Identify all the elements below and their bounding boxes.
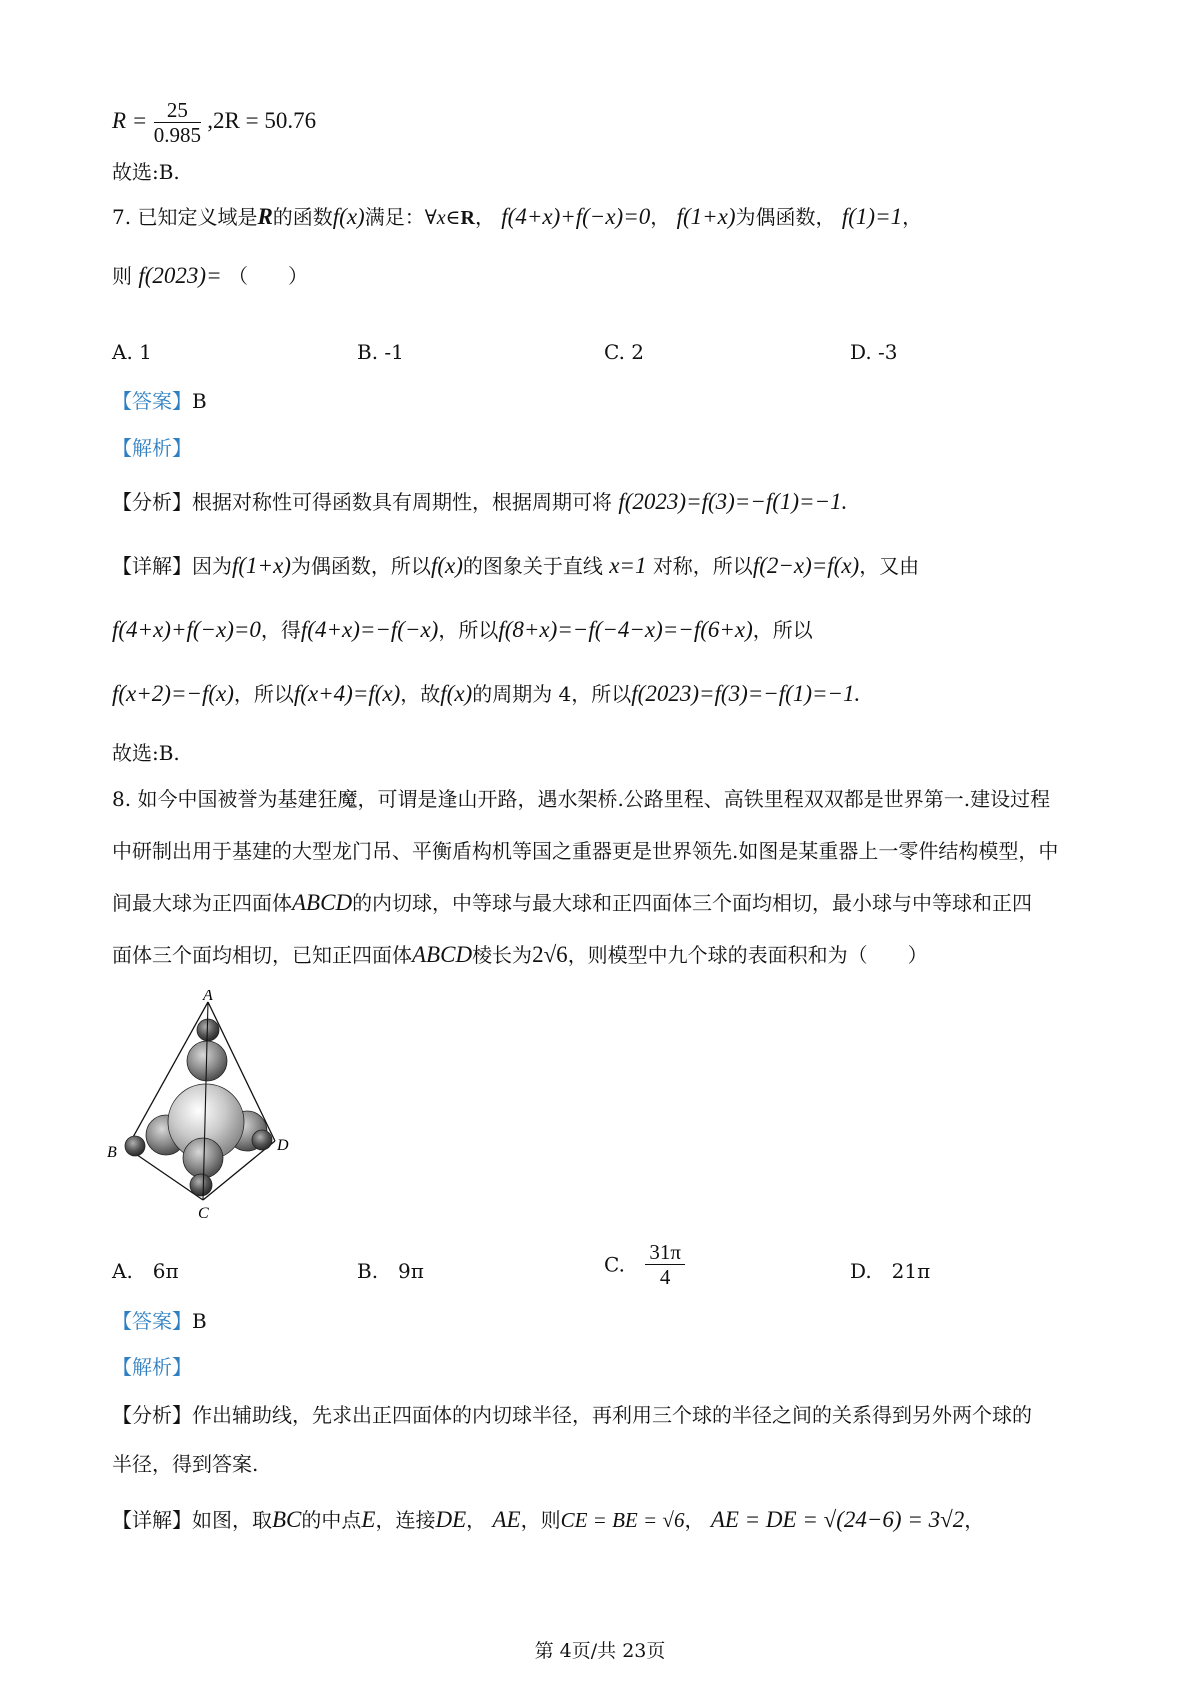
q8-analysis-tag: 【解析】 bbox=[112, 1355, 192, 1379]
fraction-denominator: 0.985 bbox=[153, 123, 201, 147]
label-D: D bbox=[277, 1137, 289, 1154]
q8-option-a: A. 6π bbox=[112, 1259, 179, 1283]
detail-math: CE = BE = √6 bbox=[560, 1508, 685, 1532]
q8-math: ABCD bbox=[412, 942, 473, 967]
detail-text: ，得 bbox=[260, 618, 301, 642]
fenxi-tag: 【分析】 bbox=[112, 490, 192, 514]
answer-tag: 【答案】 bbox=[112, 389, 192, 413]
fenxi-text: 作出辅助线，先求出正四面体的内切球半径，再利用三个球的半径之间的关系得到另外两个球的 bbox=[192, 1403, 1032, 1427]
q7-choose: 故选:B. bbox=[112, 741, 180, 765]
q8-fenxi-line1 bbox=[112, 1401, 1032, 1429]
q7-domain-R: R bbox=[257, 204, 273, 229]
detail-math: f(x+4)=f(x) bbox=[293, 681, 401, 706]
detail-text: ，所以 bbox=[752, 618, 813, 642]
tetrahedron-figure bbox=[105, 990, 325, 1220]
q7-text: 的函数 bbox=[272, 205, 333, 229]
q7-math: f(1)=1 bbox=[841, 204, 903, 229]
prev-choose: 故选:B. bbox=[112, 160, 180, 184]
detail-math: f(2−x)=f(x) bbox=[752, 553, 860, 578]
fenxi-tag: 【分析】 bbox=[112, 1403, 192, 1427]
q7-option-c: C. 2 bbox=[604, 340, 645, 364]
answer-value: B bbox=[192, 1309, 207, 1333]
q7-answer bbox=[112, 387, 207, 415]
option-c-fraction bbox=[645, 1240, 685, 1289]
detail-text: 对称，所以 bbox=[652, 554, 753, 578]
q7-math: R bbox=[460, 207, 475, 229]
detail-text: 的图象关于直线 bbox=[462, 554, 603, 578]
q7-text: 则 bbox=[112, 264, 132, 288]
q7-option-b: B. -1 bbox=[357, 340, 404, 364]
formula-rhs: ,2R = 50.76 bbox=[207, 108, 317, 133]
detail-math: f(x+2)=−f(x) bbox=[112, 681, 234, 706]
label-C: C bbox=[198, 1205, 209, 1220]
q7-line1 bbox=[112, 203, 922, 232]
label-A: A bbox=[203, 990, 213, 1004]
q7-text: 为偶函数， bbox=[735, 205, 836, 229]
q8-detail bbox=[112, 1506, 984, 1534]
detail-math: f(4+x)=−f(−x) bbox=[300, 617, 439, 642]
detail-text: 因为 bbox=[192, 554, 232, 578]
q8-option-d: D. 21π bbox=[850, 1259, 931, 1283]
q8-line1: 8. 如今中国被誉为基建狂魔，可谓是逢山开路，遇水架桥.公路里程、高铁里程双双都是世界第一.建设过程 bbox=[112, 787, 1051, 811]
small-sphere-right bbox=[252, 1130, 272, 1150]
answer-tag: 【答案】 bbox=[112, 1309, 192, 1333]
q7-text: 满足： bbox=[364, 205, 425, 229]
q7-fenxi bbox=[112, 488, 847, 516]
q7-detail-line3 bbox=[112, 680, 860, 708]
detail-math: x=1 bbox=[609, 553, 647, 578]
option-c-denominator: 4 bbox=[659, 1265, 671, 1289]
q8-fenxi-line2: 半径，得到答案. bbox=[112, 1452, 259, 1476]
detail-text: ， bbox=[466, 1508, 487, 1532]
q8-text: 面体三个面均相切，已知正四面体 bbox=[112, 943, 412, 967]
q7-detail-line2 bbox=[112, 616, 813, 644]
q8-option-c bbox=[604, 1240, 685, 1289]
detail-math: AE = DE = √(24−6) = 3√2 bbox=[710, 1507, 965, 1532]
detail-math: BC bbox=[272, 1507, 302, 1532]
q7-analysis-tag: 【解析】 bbox=[112, 436, 192, 460]
detail-math: f(x) bbox=[440, 681, 473, 706]
detail-math: f(x) bbox=[430, 553, 463, 578]
top-formula bbox=[112, 98, 316, 147]
detail-text: ，连接 bbox=[375, 1508, 436, 1532]
detail-math: f(1+x) bbox=[232, 553, 291, 578]
detail-text: ，所以 bbox=[233, 682, 294, 706]
q7-text: 7. 已知定义域是 bbox=[112, 205, 258, 229]
mid-sphere-bottom bbox=[183, 1138, 223, 1178]
detail-math: f(4+x)+f(−x)=0 bbox=[112, 617, 261, 642]
q7-math: f(x) bbox=[332, 204, 365, 229]
q7-option-a: A. 1 bbox=[112, 340, 152, 364]
detail-math: AE bbox=[492, 1507, 521, 1532]
detail-text: ，又由 bbox=[859, 554, 920, 578]
detail-math: E bbox=[361, 1507, 376, 1532]
detail-math: f(8+x)=−f(−4−x)=−f(6+x) bbox=[498, 617, 753, 642]
q7-text: ， bbox=[650, 205, 671, 229]
q8-math: ABCD bbox=[292, 890, 353, 915]
fenxi-text: 根据对称性可得函数具有周期性，根据周期可将 bbox=[192, 490, 612, 514]
xiangjie-tag: 【详解】 bbox=[112, 554, 192, 578]
option-c-numerator: 31π bbox=[645, 1240, 685, 1265]
xiangjie-tag: 【详解】 bbox=[112, 1508, 192, 1532]
q8-line4 bbox=[112, 941, 928, 969]
q8-option-b: B. 9π bbox=[357, 1259, 424, 1283]
q8-text: 棱长为 bbox=[472, 943, 533, 967]
q8-text: ，则模型中九个球的表面积和为（ ） bbox=[567, 943, 928, 967]
fenxi-math: f(2023)=f(3)=−f(1)=−1. bbox=[618, 489, 848, 514]
q8-math: 2√6 bbox=[532, 942, 568, 967]
detail-text: 为偶函数，所以 bbox=[290, 554, 431, 578]
q8-text: 间最大球为正四面体 bbox=[112, 891, 292, 915]
label-B: B bbox=[107, 1144, 117, 1161]
q7-line2 bbox=[112, 262, 308, 290]
small-sphere-bottom bbox=[190, 1174, 212, 1196]
detail-math: DE bbox=[435, 1507, 467, 1532]
detail-text: ， bbox=[964, 1508, 985, 1532]
page-footer: 第 4页/共 23页 bbox=[534, 1640, 666, 1662]
detail-text: ，所以 bbox=[438, 618, 499, 642]
q7-math: ∀x∈ bbox=[424, 207, 461, 229]
formula-fraction bbox=[154, 98, 201, 147]
q7-blank-paren: （ ） bbox=[227, 264, 308, 288]
fraction-numerator: 25 bbox=[154, 98, 201, 123]
formula-lhs: R = bbox=[112, 108, 148, 133]
q7-text: ， bbox=[474, 205, 495, 229]
detail-text: 的中点 bbox=[301, 1508, 362, 1532]
detail-text: 的周期为 4，所以 bbox=[472, 682, 632, 706]
detail-text: ，故 bbox=[400, 682, 441, 706]
detail-text: 如图，取 bbox=[192, 1508, 272, 1532]
small-sphere-left bbox=[125, 1136, 145, 1156]
answer-value: B bbox=[192, 389, 207, 413]
q8-text: 的内切球，中等球与最大球和正四面体三个面均相切，最小球与中等球和正四 bbox=[352, 891, 1033, 915]
q7-option-d: D. -3 bbox=[850, 340, 898, 364]
q7-math: f(1+x) bbox=[676, 204, 736, 229]
q8-line2: 中研制出用于基建的大型龙门吊、平衡盾构机等国之重器更是世界领先.如图是某重器上一零件结构模型，中 bbox=[112, 839, 1059, 863]
detail-math: f(2023)=f(3)=−f(1)=−1. bbox=[631, 681, 861, 706]
q7-detail-line1 bbox=[112, 552, 919, 580]
q8-answer bbox=[112, 1307, 207, 1335]
q7-math: f(2023)= bbox=[138, 263, 222, 288]
q7-math: f(4+x)+f(−x)=0 bbox=[501, 204, 651, 229]
q8-line3 bbox=[112, 889, 1032, 917]
detail-text: ， bbox=[684, 1508, 705, 1532]
detail-text: ，则 bbox=[520, 1508, 561, 1532]
q7-text: ， bbox=[902, 205, 923, 229]
option-c-prefix: C. bbox=[604, 1252, 625, 1277]
